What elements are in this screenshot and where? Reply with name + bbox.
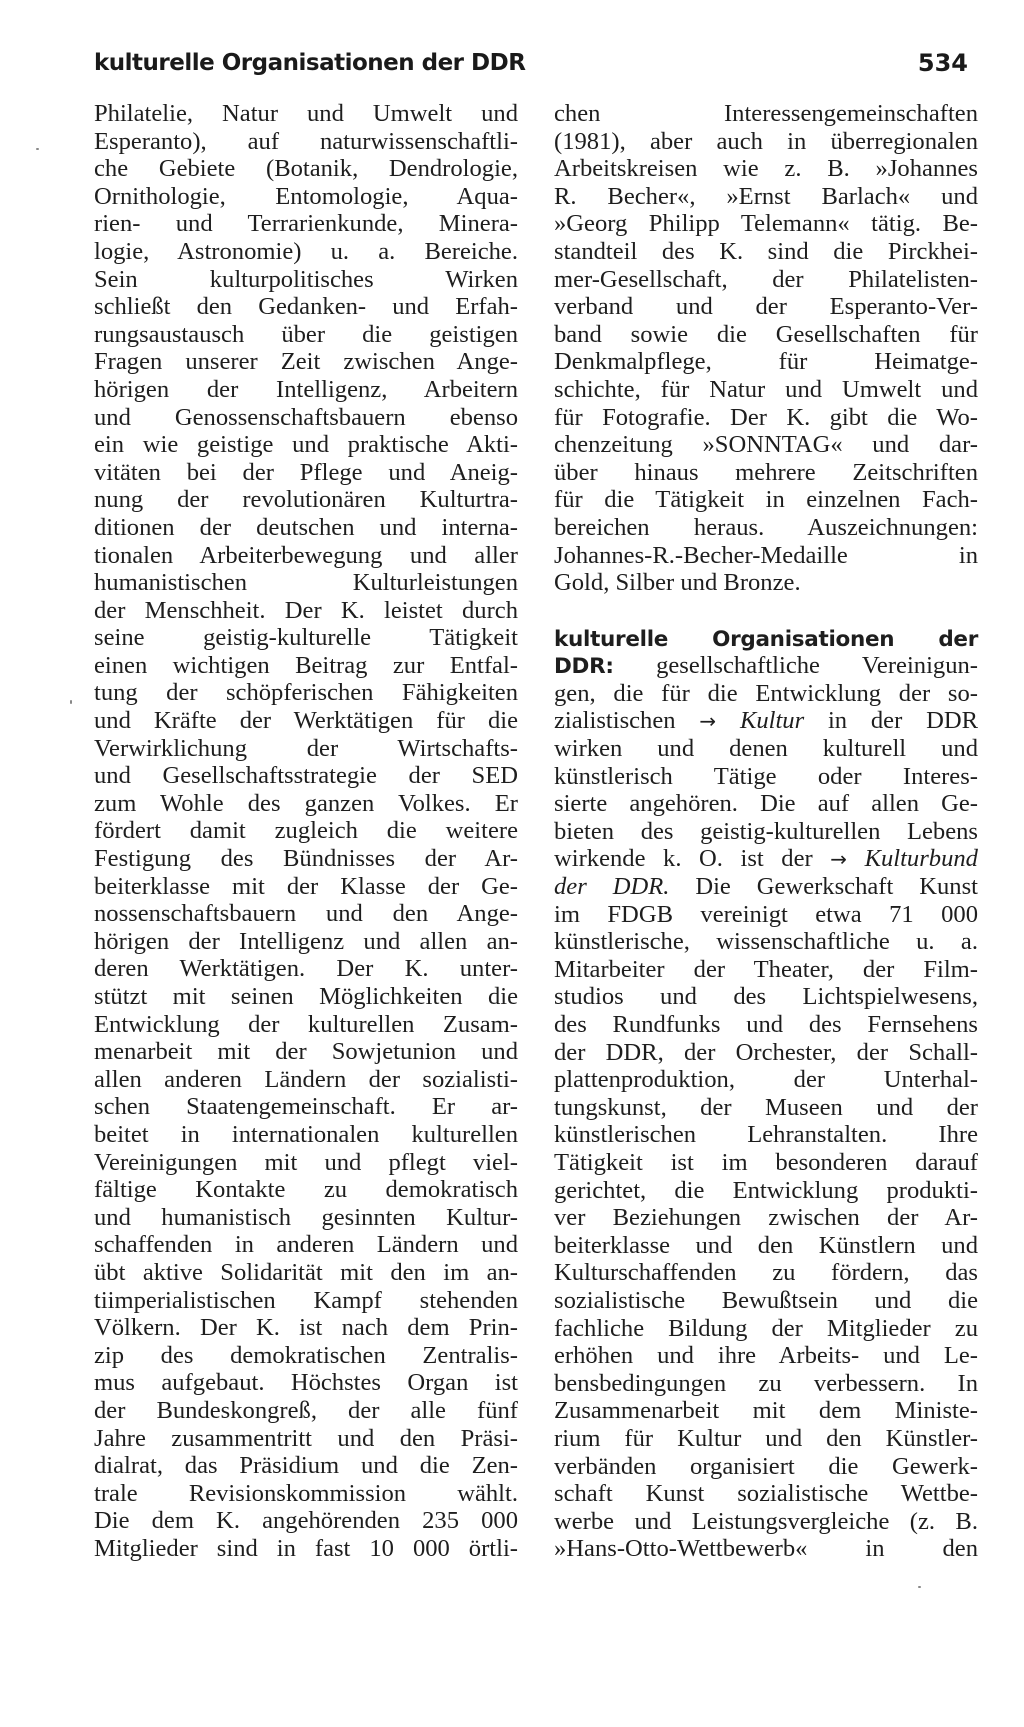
text-line: Sein kulturpolitisches Wirken <box>94 265 518 293</box>
text-line: verbänden organisiert die Gewerk- <box>554 1452 978 1480</box>
text-line: wirken und denen kulturell und <box>554 735 978 763</box>
text-line: werbe und Leistungsvergleiche (z. B. <box>554 1507 978 1535</box>
text-line: ditionen der deutschen und interna- <box>94 513 518 541</box>
text-line: zum Wohle des ganzen Volkes. Er <box>94 789 518 817</box>
text-line: gen, die für die Entwicklung der so- <box>554 679 978 707</box>
text-line: gerichtet, die Entwicklung produkti- <box>554 1176 978 1204</box>
text-line: rium für Kultur und den Künstler- <box>554 1424 978 1452</box>
text-fragment: Die Gewerkschaft Kunst <box>695 873 978 901</box>
text-line: ver Beziehungen zwischen der Ar- <box>554 1204 978 1232</box>
text-line: menarbeit mit der Sowjetunion und <box>94 1038 518 1066</box>
text-line: humanistischen Kulturleistungen <box>94 569 518 597</box>
text-line: Die dem K. angehörenden 235 000 <box>94 1507 518 1535</box>
text-line: Fragen unserer Zeit zwischen Ange- <box>94 348 518 376</box>
text-line: stützt mit seinen Möglichkeiten die <box>94 983 518 1010</box>
text-line: chen Interessengemeinschaften <box>554 100 978 127</box>
text-line: schen Staatengemeinschaft. Er ar- <box>94 1093 518 1121</box>
text-line: che Gebiete (Botanik, Dendrologie, <box>94 155 518 183</box>
scan-speck <box>918 1586 921 1588</box>
text-line: und humanistisch gesinnten Kultur- <box>94 1203 518 1231</box>
text-line: fördert damit zugleich die weitere <box>94 817 518 845</box>
text-line: trale Revisionskommission wählt. <box>94 1479 518 1507</box>
text-line: Zusammenarbeit mit dem Ministe- <box>554 1397 978 1425</box>
cross-reference-arrow-icon: → <box>830 847 848 872</box>
cross-reference-link-kultur[interactable]: Kultur <box>739 707 805 735</box>
cross-reference-link-kulturbund-continued[interactable]: der DDR. <box>554 873 670 901</box>
text-line: logie, Astronomie) u. a. Bereiche. <box>94 237 518 265</box>
text-line: tiimperialistischen Kampf stehenden <box>94 1286 518 1314</box>
text-line: Festigung des Bündnisses der Ar- <box>94 845 518 873</box>
text-line: Mitglieder sind in fast 10 000 örtli- <box>94 1534 518 1562</box>
text-line: erhöhen und ihre Arbeits- und Le- <box>554 1342 978 1370</box>
text-line: im FDGB vereinigt etwa 71 000 <box>554 900 978 928</box>
text-line: künstlerische, wissenschaftliche u. a. <box>554 928 978 956</box>
page-number: 534 <box>917 49 968 77</box>
text-line: »Hans-Otto-Wettbewerb« in den <box>554 1535 978 1563</box>
text-line: (1981), aber auch in überregionalen <box>554 127 978 155</box>
text-line: Jahre zusammentritt und den Präsi- <box>94 1424 518 1452</box>
text-line <box>554 707 978 735</box>
text-line: Denkmalpflege, für Heimatge- <box>554 348 978 376</box>
text-line: dialrat, das Präsidium und die Zen- <box>94 1452 518 1480</box>
text-line: verband und der Esperanto-Ver- <box>554 293 978 321</box>
text-line: schaffenden in anderen Ländern und <box>94 1231 518 1259</box>
entry-headword-continued: DDR: <box>554 654 614 680</box>
text-line: nung der revolutionären Kulturtra- <box>94 486 518 514</box>
text-line: Johannes-R.-Becher-Medaille in <box>554 541 978 569</box>
text-line: und Gesellschaftsstrategie der SED <box>94 762 518 790</box>
text-line: vitäten bei der Pflege und Aneig- <box>94 458 518 486</box>
text-line: künstlerisch Tätige oder Interes- <box>554 762 978 790</box>
text-line: über hinaus mehrere Zeitschriften <box>554 458 978 486</box>
text-line: der Bundeskongreß, der alle fünf <box>94 1396 518 1424</box>
text-line: für Fotografie. Der K. gibt die Wo- <box>554 403 978 431</box>
text-line: bieten des geistig-kulturellen Lebens <box>554 817 978 845</box>
text-line: künstlerischen Lehranstalten. Ihre <box>554 1121 978 1149</box>
text-line: Arbeitskreisen wie z. B. »Johannes <box>554 155 978 183</box>
text-line: Verwirklichung der Wirtschafts- <box>94 734 518 762</box>
text-line: bereichen heraus. Auszeichnungen: <box>554 513 978 541</box>
text-line: tung der schöpferischen Fähigkeiten <box>94 679 518 707</box>
text-line: einen wichtigen Beitrag zur Entfal- <box>94 651 518 679</box>
text-line: der DDR, der Orchester, der Schall- <box>554 1038 978 1066</box>
text-line: und Genossenschaftsbauern ebenso <box>94 403 518 431</box>
text-line: mus aufgebaut. Höchstes Organ ist <box>94 1369 518 1397</box>
text-line: Gold, Silber und Bronze. <box>554 569 801 597</box>
text-line: fältige Kontakte zu demokratisch <box>94 1176 518 1204</box>
text-line: Mitarbeiter der Theater, der Film- <box>554 955 978 983</box>
text-line: Entwicklung der kulturellen Zusam- <box>94 1010 518 1038</box>
text-line: bensbedingungen zu verbessern. In <box>554 1369 978 1397</box>
text-line: beiterklasse und den Künstlern und <box>554 1231 978 1259</box>
text-fragment: zialistischen <box>554 707 676 735</box>
entry-headword-line <box>554 625 978 653</box>
text-line: rungsaustausch über die geistigen <box>94 320 518 348</box>
text-line: beiterklasse mit der Klasse der Ge- <box>94 872 518 900</box>
text-line: rien- und Terrarienkunde, Minera- <box>94 210 518 238</box>
text-line: Philatelie, Natur und Umwelt und <box>94 100 518 127</box>
running-head: kulturelle Organisationen der DDR <box>94 50 526 76</box>
text-line: für die Tätigkeit in einzelnen Fach- <box>554 486 978 514</box>
text-line: zip des demokratischen Zentralis- <box>94 1341 518 1369</box>
text-line: Kulturschaffenden zu fördern, das <box>554 1259 978 1287</box>
text-line: nossenschaftsbauern und den Ange- <box>94 900 518 928</box>
left-column <box>94 100 518 1562</box>
cross-reference-link-kulturbund[interactable]: Kulturbund <box>864 845 978 873</box>
right-column <box>554 100 978 1563</box>
text-line: ein wie geistige und praktische Akti- <box>94 431 518 459</box>
text-line: sozialistische Bewußtsein und die <box>554 1286 978 1314</box>
text-fragment: in der DDR <box>827 707 978 735</box>
definition-text: gesellschaftliche Vereinigun- <box>656 652 978 680</box>
text-line: seine geistig-kulturelle Tätigkeit <box>94 624 518 652</box>
text-line: des Rundfunks und des Fernsehens <box>554 1011 978 1038</box>
text-line: plattenproduktion, der Unterhal- <box>554 1066 978 1094</box>
text-line: Völkern. Der K. ist nach dem Prin- <box>94 1314 518 1342</box>
text-line: tungskunst, der Museen und der <box>554 1093 978 1121</box>
text-line <box>554 845 978 873</box>
text-line: mer-Gesellschaft, der Philatelisten- <box>554 265 978 293</box>
text-line: schaft Kunst sozialistische Wettbe- <box>554 1480 978 1508</box>
text-line: R. Becher«, »Ernst Barlach« und <box>554 182 978 210</box>
text-line: deren Werktätigen. Der K. unter- <box>94 955 518 983</box>
text-line: hörigen der Intelligenz, Arbeitern <box>94 375 518 403</box>
text-line: Ornithologie, Entomologie, Aqua- <box>94 182 518 210</box>
text-line: beitet in internationalen kulturellen <box>94 1120 518 1148</box>
text-line: »Georg Philipp Telemann« tätig. Be- <box>554 210 978 238</box>
text-line: band sowie die Gesellschaften für <box>554 320 978 348</box>
scan-speck <box>36 148 39 150</box>
text-line: standteil des K. sind die Pirckhei- <box>554 237 978 265</box>
text-line: tionalen Arbeiterbewegung und aller <box>94 541 518 569</box>
text-line: schließt den Gedanken- und Erfah- <box>94 293 518 321</box>
text-line: fachliche Bildung der Mitglieder zu <box>554 1314 978 1342</box>
text-line <box>554 652 978 680</box>
text-line: der Menschheit. Der K. leistet durch <box>94 596 518 624</box>
text-line: Esperanto), auf naturwissenschaftli- <box>94 127 518 155</box>
entry-spacing <box>554 597 978 625</box>
text-line: studios und des Lichtspielwesens, <box>554 983 978 1011</box>
text-line: allen anderen Ländern der sozialisti- <box>94 1065 518 1093</box>
text-line: übt aktive Solidarität mit den im an- <box>94 1258 518 1286</box>
scan-speck <box>70 700 72 704</box>
text-line <box>554 873 978 901</box>
text-line: und Kräfte der Werktätigen für die <box>94 707 518 735</box>
text-line: Vereinigungen mit und pflegt viel- <box>94 1148 518 1176</box>
text-line: chenzeitung »SONNTAG« und dar- <box>554 431 978 459</box>
text-line: schichte, für Natur und Umwelt und <box>554 375 978 403</box>
cross-reference-arrow-icon: → <box>699 709 717 734</box>
entry-headword: kulturelle Organisationen der <box>554 626 978 652</box>
text-line: sierte angehören. Die auf allen Ge- <box>554 790 978 818</box>
text-line: hörigen der Intelligenz und allen an- <box>94 927 518 955</box>
text-fragment: wirkende k. O. ist der <box>554 845 813 873</box>
text-line: Tätigkeit ist im besonderen darauf <box>554 1148 978 1176</box>
